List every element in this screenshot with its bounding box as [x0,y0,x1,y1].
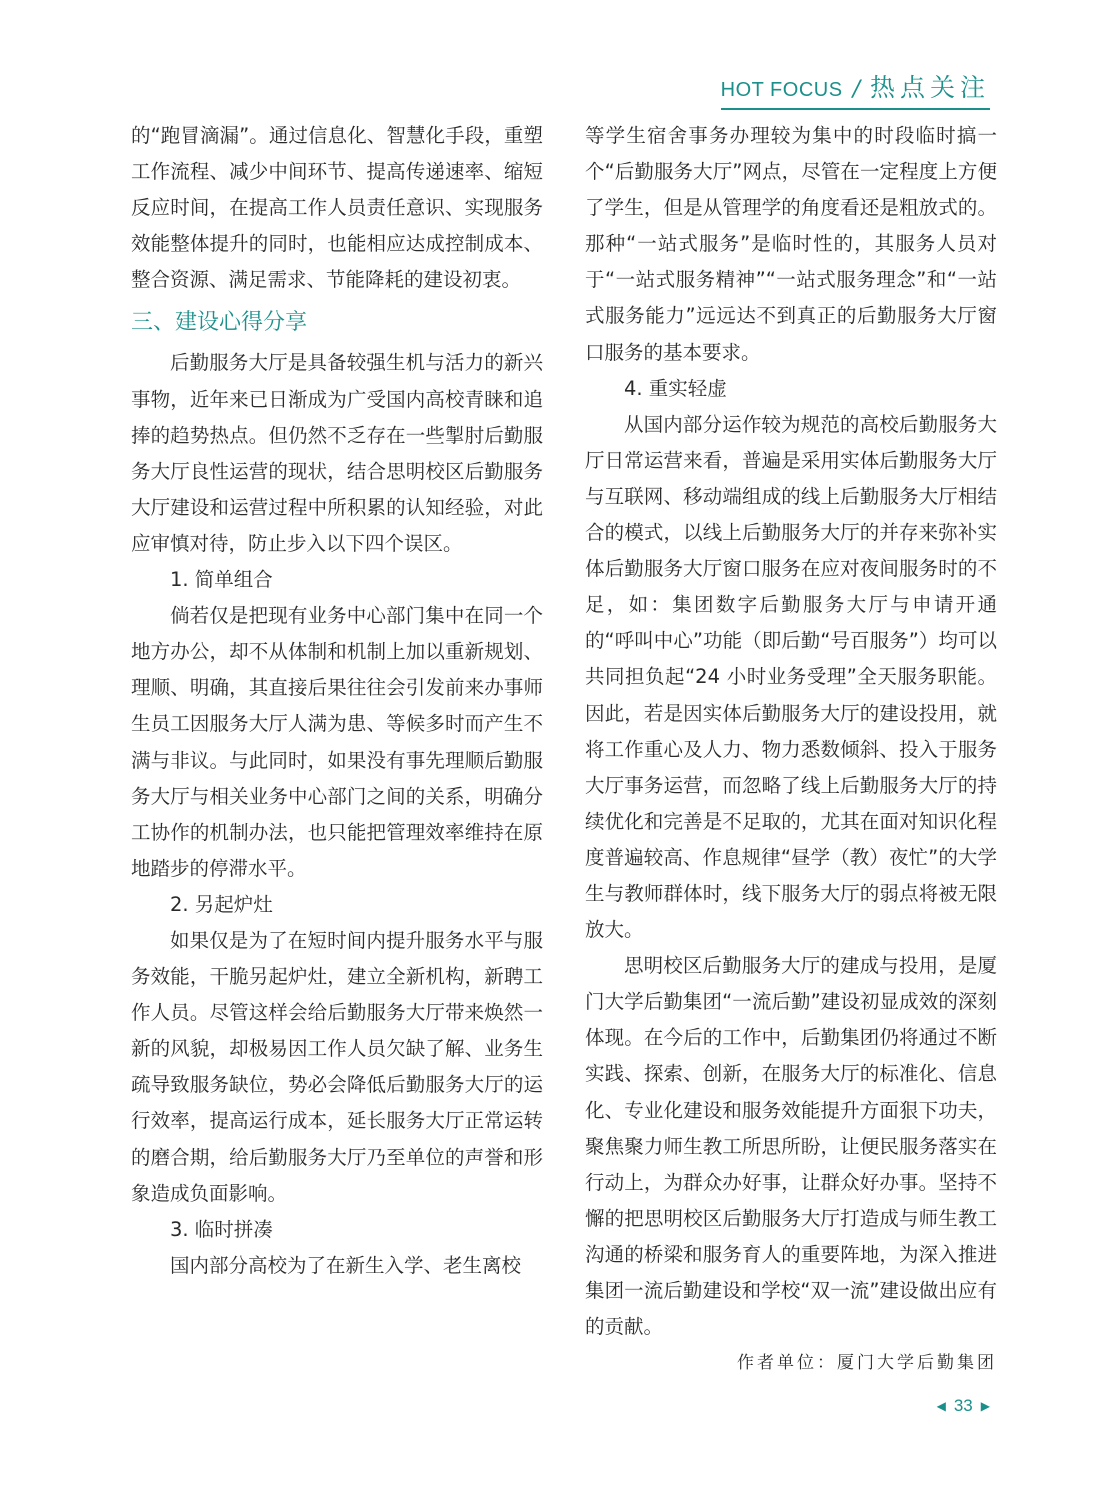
triangle-left-icon: ◀ [936,1399,946,1413]
paragraph: 从国内部分运作较为规范的高校后勤服务大厅日常运营来看，普遍是采用实体后勤服务大厅与互联网、移动端组成的线上后勤服务大厅相结合的模式，以线上后勤服务大厅的并存来弥补实体后勤服务大厅窗口服务在应对夜间服务时的不足，如：集团数字后勤服务大厅与申请开通的“呼叫中心”功能（即后勤“号百服务”）均可以共同担负起“24 小时业务受理”全天服务职能。因此，若是因实体后勤服务大厅的建设投用，就将工作重心及人力、物力悉数倾斜、投入于服务大厅事务运营，而忽略了线上后勤服务大厅的持续优化和完善是不足取的，尤其在面对知识化程度普遍较高、作息规律“昼学（教）夜忙”的大学生与教师群体时，线下服务大厅的弱点将被无限放大。 [585,412,997,942]
sub-heading-3: 3. 临时拼凑 [170,1217,273,1241]
header-chinese: 热点关注 [869,73,990,102]
section-title: 三、建设心得分享 [131,310,308,336]
paragraph: 等学生宿舍事务办理较为集中的时段临时搞一个“后勤服务大厅”网点，尽管在一定程度上方便了学生，但是从管理学的角度看还是粗放式的。那种“一站式服务”是临时性的，其服务人员对于“一站式服务精神”“一站式服务理念”和“一站式服务能力”远远达不到真正的后勤服务大厅窗口服务的基本要求。 [585,124,997,364]
sub-heading-1: 1. 简单组合 [170,568,273,592]
header-english: HOT FOCUS [720,79,843,101]
paragraph: 的“跑冒滴漏”。通过信息化、智慧化手段，重塑工作流程、减少中间环节、提高传递速率、缩短反应时间，在提高工作人员责任意识、实现服务效能整体提升的同时，也能相应达成控制成本、整合资源、满足需求、节能降耗的建设初衷。 [131,124,543,292]
left-column [131,118,543,1284]
sub-heading-4: 4. 重实轻虚 [624,376,727,400]
right-column [585,118,997,1381]
section-header [721,68,990,110]
paragraph: 倘若仅是把现有业务中心部门集中在同一个地方办公，却不从体制和机制上加以重新规划、理顺、明确，其直接后果往往会引发前来办事师生员工因服务大厅人满为患、等候多时而产生不满与非议。与此同时，如果没有事先理顺后勤服务大厅与相关业务中心部门之间的关系，明确分工协作的机制办法，也只能把管理效率维持在原地踏步的停滞水平。 [131,604,543,880]
author-affiliation: 作者单位：厦门大学后勤集团 [737,1353,997,1374]
triangle-right-icon: ▶ [980,1399,990,1413]
paragraph: 后勤服务大厅是具备较强生机与活力的新兴事物，近年来已日渐成为广受国内高校青睐和追捧的趋势热点。但仍然不乏存在一些掣肘后勤服务大厅良性运营的现状，结合思明校区后勤服务大厅建设和运营过程中所积累的认知经验，对此应审慎对待，防止步入以下四个误区。 [131,351,543,555]
page-number-indicator [929,1396,998,1416]
page-number: 33 [953,1396,973,1415]
paragraph: 思明校区后勤服务大厅的建成与投用，是厦门大学后勤集团“一流后勤”建设初显成效的深刻体现。在今后的工作中，后勤集团仍将通过不断实践、探索、创新，在服务大厅的标准化、信息化、专业化建设和服务效能提升方面狠下功夫，聚焦聚力师生教工所思所盼，让便民服务落实在行动上，为群众办好事，让群众好办事。坚持不懈的把思明校区后勤服务大厅打造成与师生教工沟通的桥梁和服务育人的重要阵地，为深入推进集团一流后勤建设和学校“双一流”建设做出应有的贡献。 [585,954,997,1339]
paragraph: 如果仅是为了在短时间内提升服务水平与服务效能，干脆另起炉灶，建立全新机构，新聘工作人员。尽管这样会给后勤服务大厅带来焕然一新的风貌，却极易因工作人员欠缺了解、业务生疏导致服务缺位，势必会降低后勤服务大厅的运行效率，提高运行成本，延长服务大厅正常运转的磨合期，给后勤服务大厅乃至单位的声誉和形象造成负面影响。 [131,928,543,1205]
sub-heading-2: 2. 另起炉灶 [170,892,273,916]
paragraph: 国内部分高校为了在新生入学、老生离校 [170,1253,522,1277]
header-slash: / [852,77,860,102]
